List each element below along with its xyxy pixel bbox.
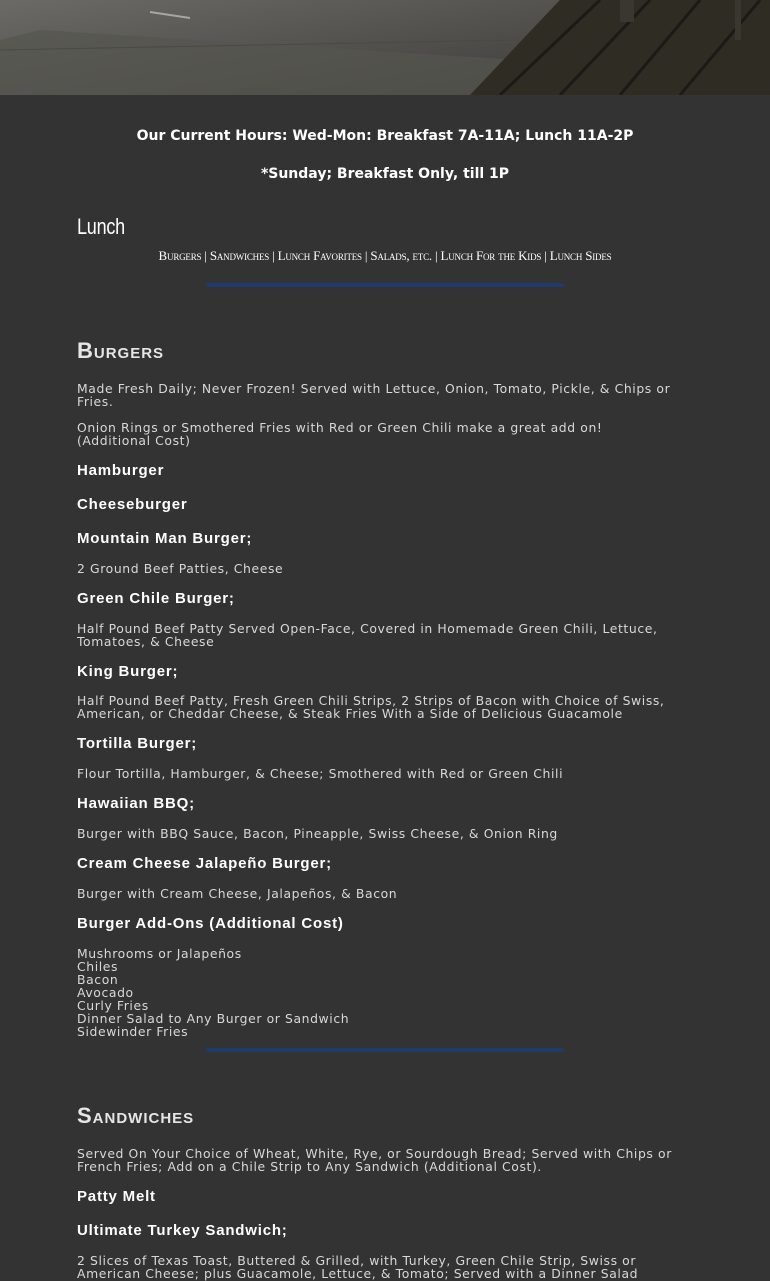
nav-separator: | — [541, 248, 550, 263]
addon-item: Bacon — [77, 972, 119, 987]
addon-item: Mushrooms or Jalapeños — [77, 946, 242, 961]
addon-list — [77, 947, 349, 1038]
nav-separator: | — [431, 248, 441, 263]
burgers-description: Made Fresh Daily; Never Frozen! Served with Lettuce, Onion, Tomato, Pickle, & Chips or Fries. — [77, 381, 671, 409]
nav-separator: | — [361, 248, 371, 263]
menu-item-desc: 2 Slices of Texas Toast, Buttered & Grilled, with Turkey, Green Chile Strip, Swiss or American Cheese; plus Guacamole, Lettuce, & Tomato; Served with a Dinner Salad — [77, 1253, 639, 1281]
sandwiches-description: Served On Your Choice of Wheat, White, Rye, or Sourdough Bread; Served with Chips or French Fries; Add on a Chile Strip to Any Sandwich (Additional Cost). — [77, 1146, 672, 1174]
nav-link-lunch-favorites[interactable]: Lunch Favorites — [277, 248, 362, 263]
menu-item-burger-addons: Burger Add-Ons (Additional Cost) — [77, 915, 344, 932]
addon-item: Chiles — [77, 959, 119, 974]
menu-item-hamburger: Hamburger — [77, 462, 165, 479]
menu-item-desc: 2 Ground Beef Patties, Cheese — [77, 561, 284, 576]
menu-item-patty-melt: Patty Melt — [77, 1188, 156, 1205]
menu-item-desc: Burger with Cream Cheese, Jalapeños, & Bacon — [77, 886, 398, 901]
nav-link-lunch-sides[interactable]: Lunch Sides — [549, 248, 612, 263]
addon-item: Dinner Salad to Any Burger or Sandwich — [77, 1011, 350, 1026]
nav-separator: | — [269, 248, 278, 263]
section-divider — [206, 283, 564, 287]
menu-item-desc: Half Pound Beef Patty, Fresh Green Chili Strips, 2 Strips of Bacon with Choice of Swiss, American, or Cheddar Cheese, & Steak Fries With a Side of Delicious Guacamole — [77, 693, 665, 721]
menu-item-desc: Burger with BBQ Sauce, Bacon, Pineapple, Swiss Cheese, & Onion Ring — [77, 826, 558, 841]
hours-line-2: *Sunday; Breakfast Only, till 1P — [260, 166, 510, 182]
lunch-heading: Lunch — [77, 214, 125, 239]
burgers-heading: Burgers — [77, 338, 165, 363]
menu-item-king-burger: King Burger; — [77, 663, 179, 680]
nav-link-salads[interactable]: Salads, etc. — [370, 248, 432, 263]
menu-item-cheeseburger: Cheeseburger — [77, 496, 188, 513]
addon-item: Curly Fries — [77, 998, 149, 1013]
lunch-nav — [0, 248, 770, 264]
hours-line-1: Our Current Hours: Wed-Mon: Breakfast 7A-11A; Lunch 11A-2P — [136, 128, 634, 144]
menu-item-ultimate-turkey: Ultimate Turkey Sandwich; — [77, 1222, 288, 1239]
menu-item-tortilla-burger: Tortilla Burger; — [77, 735, 198, 752]
nav-link-lunch-kids[interactable]: Lunch For the Kids — [440, 248, 542, 263]
burgers-addon-note: Onion Rings or Smothered Fries with Red or Green Chili make a great add on! (Additional Cost) — [77, 420, 603, 448]
nav-separator: | — [201, 248, 210, 263]
menu-item-hawaiian-bbq: Hawaiian BBQ; — [77, 795, 195, 812]
section-divider — [206, 1048, 564, 1052]
menu-item-green-chile: Green Chile Burger; — [77, 590, 235, 607]
nav-link-burgers[interactable]: Burgers — [158, 248, 202, 263]
nav-link-sandwiches[interactable]: Sandwiches — [209, 248, 270, 263]
addon-item: Sidewinder Fries — [77, 1024, 189, 1039]
hero-banner-image — [0, 0, 770, 95]
menu-item-cream-cheese-jalapeno: Cream Cheese Jalapeño Burger; — [77, 855, 332, 872]
menu-item-desc: Half Pound Beef Patty Served Open-Face, Covered in Homemade Green Chili, Lettuce, Tomatoes, & Cheese — [77, 621, 658, 649]
menu-item-mountain-man: Mountain Man Burger; — [77, 530, 253, 547]
sandwiches-heading: Sandwiches — [77, 1103, 195, 1128]
addon-item: Avocado — [77, 985, 134, 1000]
menu-item-desc: Flour Tortilla, Hamburger, & Cheese; Smothered with Red or Green Chili — [77, 766, 564, 781]
